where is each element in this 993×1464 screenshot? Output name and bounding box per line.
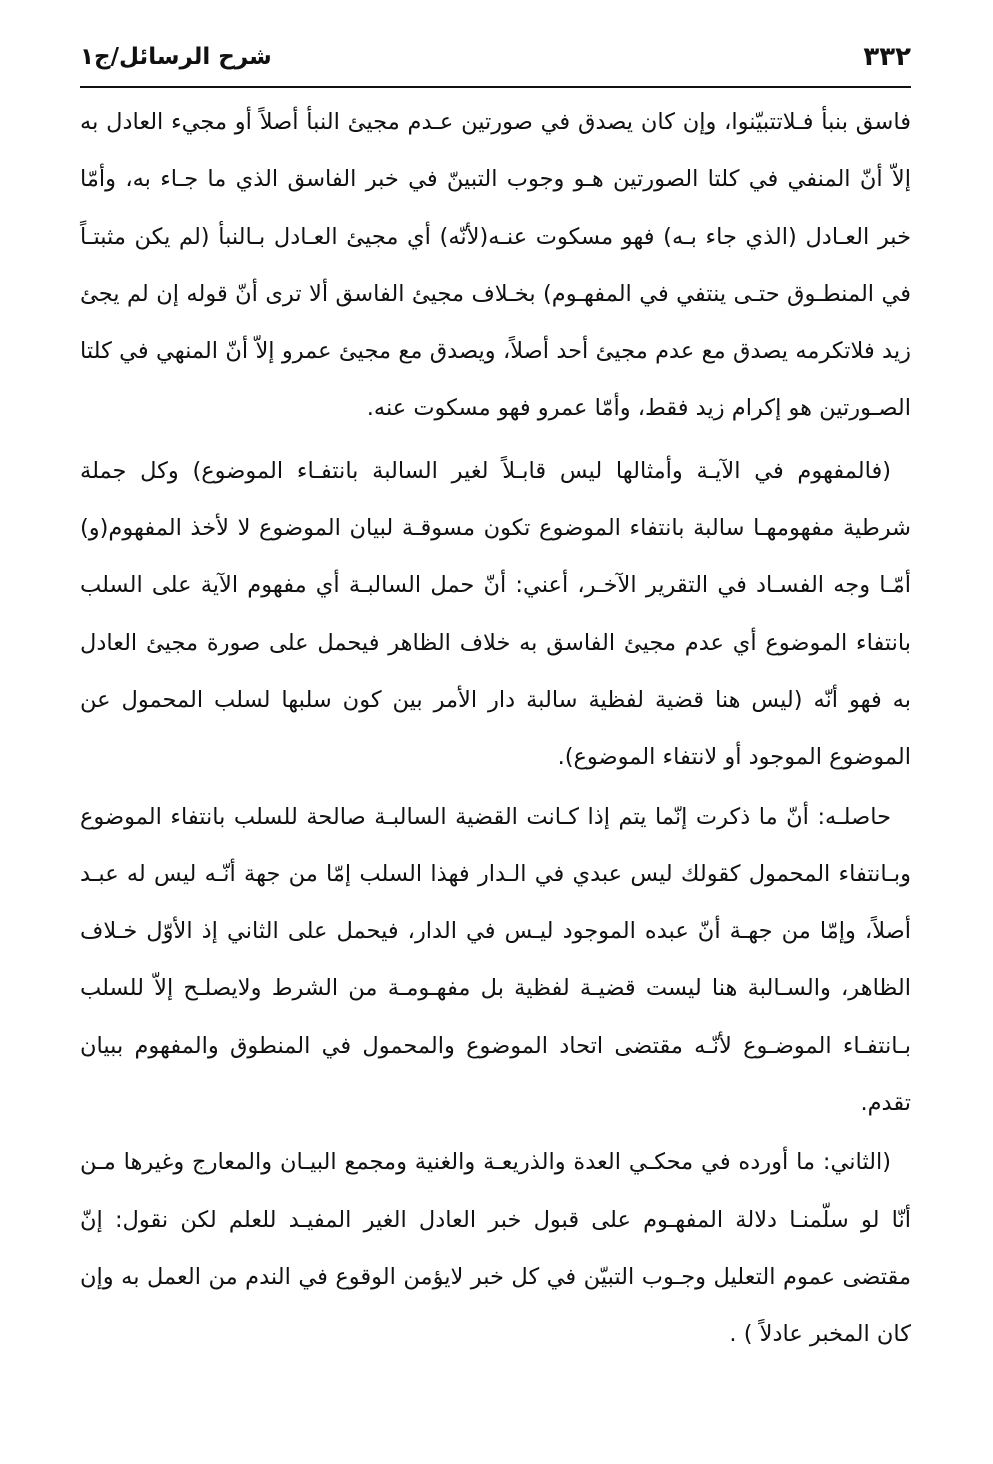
paragraph-4: (الثاني: ما أورده في محكـي العدة والذريعـة والغنية ومجمع البيـان والمعارج وغيرها مـن أنّا لو سلّمنـا دلالة المفهـوم على قبول خبر العادل الغير المفيـد للعلم لكن نقول: إنّ مقتضى عموم التعليل وجـوب التبيّن في كل خبر لايؤمن الوقوع في الندم من العمل به وإن كان المخبر عادلاً ) . xyxy=(80,1149,911,1348)
paragraph-3: حاصلـه: أنّ ما ذكرت إنّما يتم إذا كـانت القضية السالبـة صالحة للسلب بانتفاء الموضوع وبـانتفاء المحمول كقولك ليس عبدي في الـدار فهذا السلب إمّا من جهة أنّـه ليس له عبـد أصلاً، وإمّا من جهـة أنّ عبده الموجود ليـس في الدار، فيحمل على الثاني إذ الأوّل خـلاف الظاهر، والسـالبة هنا ليست قضيـة لفظية بل مفهـومـة من الشرط ولايصلـح إلاّ للسلب بـانتفـاء الموضـوع لأنّـه مقتضى اتحاد الموضوع والمحمول في المنطوق والمفهوم ببيان تقدم. xyxy=(80,803,911,1117)
body-text xyxy=(80,94,911,1364)
paragraph-2: (فالمفهوم في الآيـة وأمثالها ليس قابـلاً لغير السالبة بانتفـاء الموضوع) وكل جملة شرطية مفهومهـا سالبة بانتفاء الموضوع تكون مسوقـة لبيان الموضوع لا لأخذ المفهوم(و) أمّـا وجه الفسـاد في التقرير الآخـر، أعني: أنّ حمل السالبـة أي مفهوم الآية على السلب بانتفاء الموضوع أي عدم مجيئ الفاسق به خلاف الظاهر فيحمل على صورة مجيئ العادل به فهو أنّه (ليس هنا قضية لفظية سالبة دار الأمر بين كون سلبها لسلب المحمول عن الموضوع الموجود أو لانتفاء الموضوع). xyxy=(80,457,911,771)
running-title: شرح الرسائل/ج١ xyxy=(80,44,272,70)
paragraph-1: فاسق بنبأ فـلاتتبيّنوا، وإن كان يصدق في صورتين عـدم مجيئ النبأ أصلاً أو مجيء العادل به إلاّ أنّ المنفي في كلتا الصورتين هـو وجوب التبينّ في خبر الفاسق الذي ما جـاء به، وأمّا خبر العـادل (الذي جاء بـه) فهو مسكوت عنـه(لأنّه) أي مجيئ العـادل بـالنبأ (لم يكن مثبتـاً في المنطـوق حتـى ينتفي في المفهـوم) بخـلاف مجيئ الفاسق ألا ترى أنّ قوله إن لم يجئ زيد فلاتكرمه يصدق مع عدم مجيئ أحد أصلاً، ويصدق مع مجيئ عمرو إلاّ أنّ المنهي في كلتا الصـورتين هو إكرام زيد فقط، وأمّا عمرو فهو مسكوت عنه. xyxy=(80,109,911,422)
page-header xyxy=(80,42,911,88)
page-number: ٣٣٢ xyxy=(863,42,911,72)
